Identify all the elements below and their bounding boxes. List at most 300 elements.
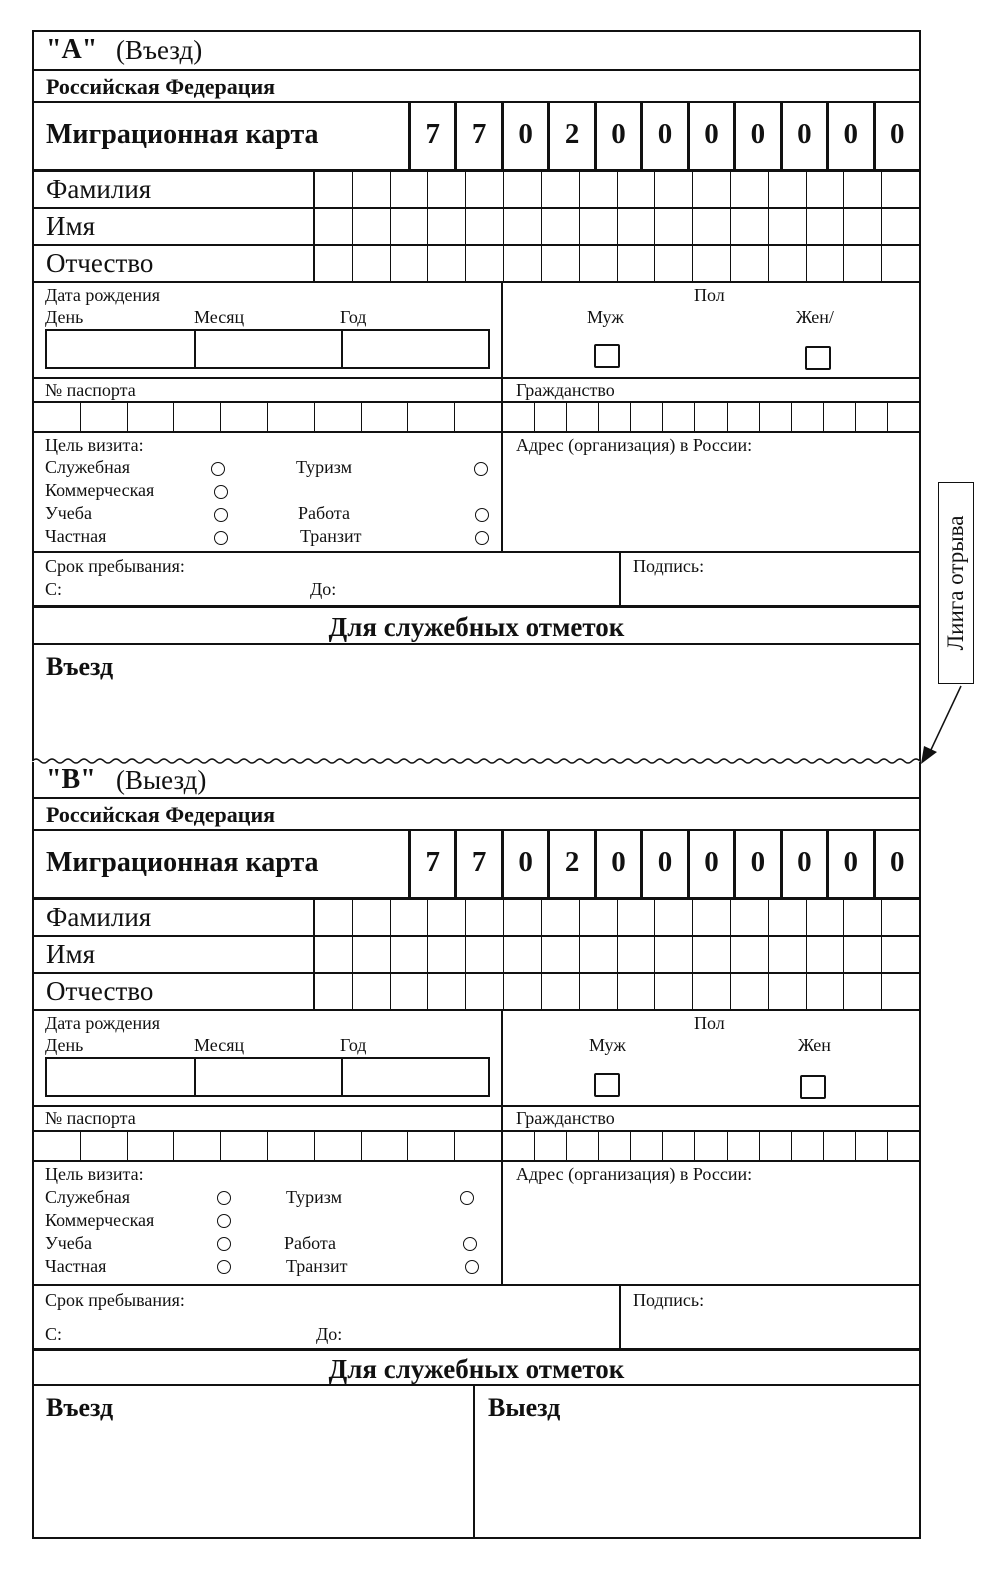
card-a-purpose-label: Цель визита: (45, 435, 144, 455)
card-b-male-checkbox[interactable] (594, 1073, 620, 1097)
grid-cell[interactable] (580, 974, 618, 1009)
card-a-digit: 2 (550, 103, 596, 169)
card-b-purpose-study: Учеба (45, 1233, 92, 1253)
card-a-purpose-transit: Транзит (300, 526, 362, 546)
grid-cell[interactable] (695, 1132, 727, 1160)
card-a-entry-stamp-area (34, 645, 919, 764)
grid-cell[interactable] (580, 937, 618, 972)
card-a-digit: 0 (736, 103, 782, 169)
card-a-female-label: Жен/ (796, 307, 834, 327)
card-b-title-row (34, 762, 919, 799)
grid-cell[interactable] (315, 246, 353, 281)
card-b-from-label: С: (45, 1324, 63, 1344)
grid-cell[interactable] (466, 246, 504, 281)
card-a-name-input[interactable] (315, 209, 919, 244)
grid-cell[interactable] (362, 1132, 409, 1160)
card-b-dob-label: Дата рождения (45, 1013, 161, 1033)
grid-cell[interactable] (769, 900, 807, 935)
card-b-patronymic-input[interactable] (315, 974, 919, 1009)
grid-cell[interactable] (807, 974, 845, 1009)
grid-cell[interactable] (618, 900, 656, 935)
card-a-card-title: Миграционная карта (34, 103, 411, 169)
grid-cell[interactable] (693, 937, 731, 972)
grid-cell[interactable] (353, 900, 391, 935)
card-a-patronymic-input[interactable] (315, 246, 919, 281)
grid-cell[interactable] (542, 974, 580, 1009)
arrow-icon (915, 684, 975, 766)
card-a-digit: 0 (643, 103, 689, 169)
card-a-purpose-private: Частная (45, 526, 107, 546)
grid-cell[interactable] (428, 246, 466, 281)
card-b-digit: 0 (783, 831, 829, 897)
grid-cell[interactable] (693, 246, 731, 281)
card-a-year-label: Год (340, 307, 367, 327)
grid-cell[interactable] (128, 403, 175, 431)
card-a-digit: 0 (690, 103, 736, 169)
card-b-purpose-row (34, 1162, 919, 1286)
card-b-country-row (34, 799, 919, 831)
grid-cell[interactable] (455, 1132, 501, 1160)
card-b-letter: "B" (46, 764, 96, 795)
grid-cell[interactable] (315, 172, 353, 207)
grid-cell[interactable] (807, 209, 845, 244)
card-b-male-label: Муж (589, 1035, 626, 1055)
grid-cell[interactable] (542, 209, 580, 244)
grid-cell[interactable] (580, 172, 618, 207)
card-b-purpose-commercial: Коммерческая (45, 1210, 155, 1230)
card-a-citizenship-section (503, 379, 919, 401)
grid-cell[interactable] (731, 900, 769, 935)
card-b-stay-label: Срок пребывания: (45, 1290, 185, 1310)
card-a-study-radio[interactable] (214, 508, 228, 522)
card-a-signature-label: Подпись: (633, 556, 705, 576)
grid-cell[interactable] (542, 937, 580, 972)
card-b-to-label: До: (316, 1324, 343, 1344)
grid-cell[interactable] (760, 403, 792, 431)
grid-cell[interactable] (655, 900, 693, 935)
grid-cell[interactable] (362, 403, 409, 431)
grid-cell[interactable] (769, 246, 807, 281)
grid-cell[interactable] (34, 1132, 81, 1160)
card-a-to-label: До: (310, 579, 337, 599)
card-a-citizenship-input[interactable] (503, 403, 919, 431)
grid-cell[interactable] (391, 209, 429, 244)
grid-cell[interactable] (268, 403, 315, 431)
grid-cell[interactable] (567, 1132, 599, 1160)
grid-cell[interactable] (693, 209, 731, 244)
card-a-address-section[interactable] (503, 433, 919, 551)
card-b-name-label: Имя (34, 937, 315, 972)
grid-cell[interactable] (81, 403, 128, 431)
grid-cell[interactable] (769, 172, 807, 207)
grid-cell[interactable] (504, 172, 542, 207)
card-a-surname-label: Фамилия (34, 172, 315, 207)
grid-cell[interactable] (391, 172, 429, 207)
grid-cell[interactable] (504, 937, 542, 972)
card-b-name-row (34, 937, 919, 974)
card-b-citizenship-input[interactable] (503, 1132, 919, 1160)
migration-card-a (32, 30, 921, 761)
grid-cell[interactable] (655, 209, 693, 244)
card-b-entry-stamp-area (34, 1386, 475, 1538)
grid-cell[interactable] (769, 937, 807, 972)
grid-cell[interactable] (618, 937, 656, 972)
grid-cell[interactable] (599, 1132, 631, 1160)
grid-cell[interactable] (844, 937, 882, 972)
grid-cell[interactable] (731, 209, 769, 244)
grid-cell[interactable] (34, 403, 81, 431)
grid-cell[interactable] (631, 403, 663, 431)
card-a-title-row (34, 32, 919, 71)
grid-cell[interactable] (792, 403, 824, 431)
grid-cell[interactable] (824, 403, 856, 431)
grid-cell[interactable] (618, 209, 656, 244)
grid-cell[interactable] (353, 172, 391, 207)
grid-cell[interactable] (856, 403, 888, 431)
card-a-digit: 0 (829, 103, 875, 169)
card-a-day-input[interactable] (47, 331, 196, 367)
card-a-purpose-row (34, 433, 919, 553)
card-b-study-radio[interactable] (217, 1237, 231, 1251)
card-a-male-checkbox[interactable] (594, 344, 620, 368)
grid-cell[interactable] (466, 900, 504, 935)
card-a-work-radio[interactable] (475, 508, 489, 522)
card-a-tourism-radio[interactable] (474, 462, 488, 476)
card-a-patronymic-label: Отчество (34, 246, 315, 281)
card-b-card-title: Миграционная карта (34, 831, 411, 897)
card-a-month-input[interactable] (196, 331, 343, 367)
grid-cell[interactable] (655, 937, 693, 972)
card-a-surname-row (34, 172, 919, 209)
card-a-citizenship-label: Гражданство (516, 380, 615, 400)
grid-cell[interactable] (882, 209, 919, 244)
grid-cell[interactable] (731, 937, 769, 972)
card-b-stay-section (34, 1286, 621, 1348)
grid-cell[interactable] (174, 1132, 221, 1160)
grid-cell[interactable] (81, 1132, 128, 1160)
card-a-country-row (34, 71, 919, 103)
card-a-passport-label: № паспорта (45, 380, 136, 400)
card-b-purpose-private: Частная (45, 1256, 107, 1276)
grid-cell[interactable] (466, 172, 504, 207)
grid-cell[interactable] (693, 974, 731, 1009)
grid-cell[interactable] (503, 1132, 535, 1160)
grid-cell[interactable] (655, 974, 693, 1009)
card-b-digit: 0 (829, 831, 875, 897)
grid-cell[interactable] (408, 403, 455, 431)
card-b-female-label: Жен (798, 1035, 831, 1055)
grid-cell[interactable] (807, 246, 845, 281)
card-b-sex-label: Пол (694, 1013, 725, 1033)
card-b-exit-stamp-area (475, 1386, 919, 1538)
card-b-number-row (34, 831, 919, 900)
card-b-surname-input[interactable] (315, 900, 919, 935)
card-b-purpose-official: Служебная (45, 1187, 130, 1207)
grid-cell[interactable] (353, 974, 391, 1009)
grid-cell[interactable] (760, 1132, 792, 1160)
grid-cell[interactable] (535, 403, 567, 431)
card-b-private-radio[interactable] (217, 1260, 231, 1274)
grid-cell[interactable] (807, 900, 845, 935)
grid-cell[interactable] (428, 974, 466, 1009)
card-a-name-label: Имя (34, 209, 315, 244)
grid-cell[interactable] (731, 246, 769, 281)
card-b-passport-citizenship-strip (34, 1132, 919, 1162)
grid-cell[interactable] (580, 900, 618, 935)
card-a-stay-label: Срок пребывания: (45, 556, 185, 576)
grid-cell[interactable] (888, 403, 919, 431)
tear-line-label-box (938, 482, 974, 684)
card-b-female-checkbox[interactable] (800, 1075, 826, 1099)
grid-cell[interactable] (542, 172, 580, 207)
card-b-digit: 7 (457, 831, 503, 897)
grid-cell[interactable] (268, 1132, 315, 1160)
card-b-entry-label: Въезд (46, 1393, 114, 1422)
grid-cell[interactable] (882, 937, 919, 972)
grid-cell[interactable] (221, 403, 268, 431)
grid-cell[interactable] (769, 974, 807, 1009)
card-a-month-label: Месяц (194, 307, 245, 327)
card-b-digit: 0 (736, 831, 782, 897)
grid-cell[interactable] (882, 172, 919, 207)
grid-cell[interactable] (353, 937, 391, 972)
card-a-digit: 0 (890, 118, 905, 150)
card-b-dob-section (34, 1011, 503, 1105)
card-b-tourism-radio[interactable] (460, 1191, 474, 1205)
grid-cell[interactable] (391, 937, 429, 972)
grid-cell[interactable] (844, 172, 882, 207)
grid-cell[interactable] (728, 1132, 760, 1160)
card-a-signature-section[interactable] (621, 553, 919, 605)
card-a-dob-section (34, 283, 503, 377)
grid-cell[interactable] (844, 974, 882, 1009)
card-a-sex-section (503, 283, 919, 377)
grid-cell[interactable] (466, 209, 504, 244)
grid-cell[interactable] (428, 172, 466, 207)
card-b-digit: 0 (643, 831, 689, 897)
card-a-stay-row (34, 553, 919, 607)
card-a-service-marks: Для служебных отметок (34, 607, 919, 645)
grid-cell[interactable] (618, 974, 656, 1009)
card-b-name-input[interactable] (315, 937, 919, 972)
grid-cell[interactable] (580, 209, 618, 244)
card-a-number-row (34, 103, 919, 172)
card-b-address-label: Адрес (организация) в России: (516, 1164, 753, 1184)
grid-cell[interactable] (792, 1132, 824, 1160)
grid-cell[interactable] (599, 403, 631, 431)
grid-cell[interactable] (567, 403, 599, 431)
card-b-passport-label: № паспорта (45, 1108, 136, 1128)
card-b-surname-row (34, 900, 919, 937)
grid-cell[interactable] (504, 900, 542, 935)
grid-cell[interactable] (882, 246, 919, 281)
grid-cell[interactable] (504, 246, 542, 281)
card-b-citizenship-section (503, 1107, 919, 1130)
card-b-digit: 7 (411, 831, 457, 897)
card-b-address-section[interactable] (503, 1162, 919, 1284)
card-a-stay-section (34, 553, 621, 605)
grid-cell[interactable] (391, 974, 429, 1009)
grid-cell[interactable] (455, 403, 501, 431)
card-b-patronymic-label: Отчество (34, 974, 315, 1009)
card-b-purpose-section (34, 1162, 503, 1284)
card-a-dob-label: Дата рождения (45, 285, 161, 305)
grid-cell[interactable] (731, 974, 769, 1009)
card-b-digit: 2 (550, 831, 596, 897)
grid-cell[interactable] (693, 172, 731, 207)
grid-cell[interactable] (315, 937, 353, 972)
card-b-month-label: Месяц (194, 1035, 245, 1055)
grid-cell[interactable] (353, 209, 391, 244)
card-a-private-radio[interactable] (214, 531, 228, 545)
card-a-from-label: С: (45, 579, 63, 599)
grid-cell[interactable] (542, 900, 580, 935)
grid-cell[interactable] (693, 900, 731, 935)
card-b-exit-label: Выезд (488, 1393, 561, 1422)
grid-cell[interactable] (807, 937, 845, 972)
grid-cell[interactable] (315, 1132, 362, 1160)
card-b-digit: 0 (890, 846, 905, 878)
grid-cell[interactable] (844, 209, 882, 244)
card-b-dob-sex-row (34, 1011, 919, 1107)
grid-cell[interactable] (315, 974, 353, 1009)
card-a-year-input[interactable] (343, 331, 488, 367)
grid-cell[interactable] (391, 246, 429, 281)
card-a-country: Российская Федерация (46, 74, 276, 99)
grid-cell[interactable] (695, 403, 727, 431)
grid-cell[interactable] (882, 974, 919, 1009)
card-b-passport-input[interactable] (34, 1132, 503, 1160)
card-a-purpose-official: Служебная (45, 457, 130, 477)
card-a-female-checkbox[interactable] (805, 346, 831, 370)
card-b-purpose-tourism: Туризм (286, 1187, 342, 1207)
card-a-passport-section (34, 379, 503, 401)
card-b-digit: 0 (504, 831, 550, 897)
card-a-digit: 0 (783, 103, 829, 169)
card-a-surname-input[interactable] (315, 172, 919, 207)
card-b-day-input[interactable] (47, 1059, 196, 1095)
grid-cell[interactable] (353, 246, 391, 281)
card-a-passport-row (34, 379, 919, 403)
card-b-passport-section (34, 1107, 503, 1130)
grid-cell[interactable] (428, 937, 466, 972)
card-a-purpose-tourism: Туризм (296, 457, 352, 477)
grid-cell[interactable] (655, 246, 693, 281)
grid-cell[interactable] (315, 403, 362, 431)
grid-cell[interactable] (631, 1132, 663, 1160)
card-a-transit-radio[interactable] (475, 531, 489, 545)
card-a-official-radio[interactable] (211, 462, 225, 476)
card-a-purpose-work: Работа (298, 503, 350, 523)
card-b-year-input[interactable] (343, 1059, 488, 1095)
card-b-commercial-radio[interactable] (217, 1214, 231, 1228)
grid-cell[interactable] (856, 1132, 888, 1160)
grid-cell[interactable] (428, 900, 466, 935)
card-b-service-marks: Для служебных отметок (34, 1350, 919, 1386)
card-b-stamp-area (34, 1386, 919, 1538)
grid-cell[interactable] (542, 246, 580, 281)
card-b-sex-section (503, 1011, 919, 1105)
grid-cell[interactable] (466, 974, 504, 1009)
grid-cell[interactable] (428, 209, 466, 244)
card-a-address-label: Адрес (организация) в России: (516, 435, 753, 455)
card-a-commercial-radio[interactable] (214, 485, 228, 499)
card-b-transit-radio[interactable] (465, 1260, 479, 1274)
grid-cell[interactable] (315, 209, 353, 244)
card-b-surname-label: Фамилия (34, 900, 315, 935)
card-a-direction: (Въезд) (116, 35, 203, 65)
grid-cell[interactable] (844, 900, 882, 935)
grid-cell[interactable] (503, 403, 535, 431)
card-b-country: Российская Федерация (46, 802, 276, 827)
grid-cell[interactable] (618, 172, 656, 207)
grid-cell[interactable] (888, 1132, 919, 1160)
grid-cell[interactable] (128, 1132, 175, 1160)
grid-cell[interactable] (535, 1132, 567, 1160)
card-b-citizenship-label: Гражданство (516, 1108, 615, 1128)
grid-cell[interactable] (731, 172, 769, 207)
grid-cell[interactable] (221, 1132, 268, 1160)
card-b-purpose-transit: Транзит (286, 1256, 348, 1276)
card-b-passport-row (34, 1107, 919, 1132)
grid-cell[interactable] (807, 172, 845, 207)
grid-cell[interactable] (728, 403, 760, 431)
card-a-name-row (34, 209, 919, 246)
grid-cell[interactable] (882, 900, 919, 935)
grid-cell[interactable] (663, 403, 695, 431)
grid-cell[interactable] (844, 246, 882, 281)
card-b-direction: (Выезд) (116, 765, 207, 795)
grid-cell[interactable] (504, 974, 542, 1009)
card-b-signature-label: Подпись: (633, 1290, 705, 1310)
card-a-purpose-study: Учеба (45, 503, 92, 523)
card-a-passport-input[interactable] (34, 403, 503, 431)
grid-cell[interactable] (466, 937, 504, 972)
grid-cell[interactable] (618, 246, 656, 281)
card-a-sex-label: Пол (694, 285, 725, 305)
grid-cell[interactable] (174, 403, 221, 431)
card-a-digit: 0 (597, 103, 643, 169)
card-b-digit: 0 (690, 831, 736, 897)
card-b-purpose-work: Работа (284, 1233, 336, 1253)
grid-cell[interactable] (769, 209, 807, 244)
grid-cell[interactable] (824, 1132, 856, 1160)
card-b-official-radio[interactable] (217, 1191, 231, 1205)
grid-cell[interactable] (580, 246, 618, 281)
card-b-work-radio[interactable] (463, 1237, 477, 1251)
card-b-month-input[interactable] (196, 1059, 343, 1095)
tear-line-label: Лиига отрыва (943, 515, 968, 651)
grid-cell[interactable] (408, 1132, 455, 1160)
card-a-digit: 7 (411, 103, 457, 169)
card-b-dob-box (45, 1057, 490, 1097)
grid-cell[interactable] (504, 209, 542, 244)
card-b-signature-section[interactable] (621, 1286, 919, 1348)
card-a-entry-label: Въезд (46, 652, 114, 681)
card-a-male-label: Муж (587, 307, 624, 327)
grid-cell[interactable] (655, 172, 693, 207)
card-a-letter: "A" (46, 34, 98, 65)
card-a-purpose-section (34, 433, 503, 551)
grid-cell[interactable] (391, 900, 429, 935)
card-b-patronymic-row (34, 974, 919, 1011)
card-b-digit: 0 (597, 831, 643, 897)
grid-cell[interactable] (663, 1132, 695, 1160)
migration-card-b (32, 762, 921, 1539)
grid-cell[interactable] (315, 900, 353, 935)
card-a-dob-box (45, 329, 490, 369)
card-b-stay-row (34, 1286, 919, 1350)
